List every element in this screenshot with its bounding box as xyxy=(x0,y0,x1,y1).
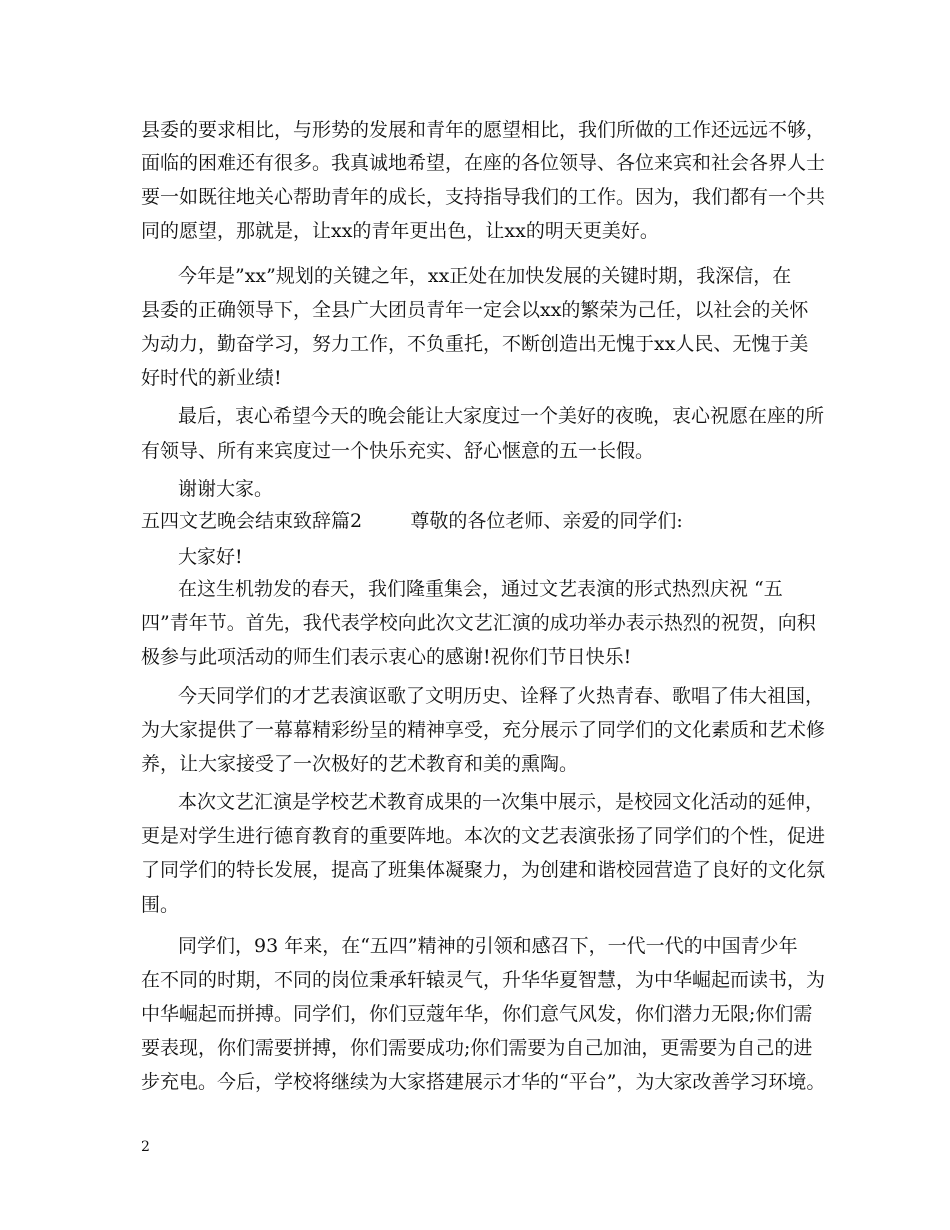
text-line: 了同学们的特长发展，提高了班集体凝聚力，为创建和谐校园营造了良好的文化氛 xyxy=(141,859,826,881)
text-line: 今天同学们的才艺表演讴歌了文明历史、诠释了火热青春、歌唱了伟大祖国， xyxy=(178,685,825,707)
text-line: 在不同的时期，不同的岗位秉承轩辕灵气，升华华夏智慧，为中华崛起而读书，为 xyxy=(141,969,826,991)
text-line: 极参与此项活动的师生们表示衷心的感谢!祝你们节日快乐! xyxy=(141,646,632,668)
text-line: 为大家提供了一幕幕精彩纷呈的精神享受，充分展示了同学们的文化素质和艺术修 xyxy=(141,719,826,741)
text-line: 面临的困难还有很多。我真诚地希望，在座的各位领导、各位来宾和社会各界人士 xyxy=(141,152,826,174)
text-line: 步充电。今后，学校将继续为大家搭建展示才华的“平台”，为大家改善学习环境。 xyxy=(141,1071,826,1093)
text-line: 最后，衷心希望今天的晚会能让大家度过一个美好的夜晚，衷心祝愿在座的所 xyxy=(178,405,825,427)
page-number: 2 xyxy=(141,1139,150,1155)
text-line: 谢谢大家。 xyxy=(178,478,274,500)
text-line: 养，让大家接受了一次极好的艺术教育和美的熏陶。 xyxy=(141,753,579,775)
text-line: 今年是”xx”规划的关键之年，xx正处在加快发展的关键时期，我深信，在 xyxy=(178,265,792,287)
text-line: 要表现，你们需要拼搏，你们需要成功;你们需要为自己加油，更需要为自己的进 xyxy=(141,1037,813,1059)
text-line: 县委的要求相比，与形势的发展和青年的愿望相比，我们所做的工作还远远不够， xyxy=(141,119,826,141)
text-line: 更是对学生进行德育教育的重要阵地。本次的文艺表演张扬了同学们的个性，促进 xyxy=(141,825,826,847)
text-line: 本次文艺汇演是学校艺术教育成果的一次集中展示，是校园文化活动的延伸， xyxy=(178,791,825,813)
text-line: 在这生机勃发的春天，我们隆重集会，通过文艺表演的形式热烈庆祝 “五 xyxy=(178,578,783,600)
text-line: 围。 xyxy=(141,894,180,916)
text-line: 有领导、所有来宾度过一个快乐充实、舒心惬意的五一长假。 xyxy=(141,440,655,462)
section-heading-line: 五四文艺晚会结束致辞篇2 尊敬的各位老师、亲爱的同学们: xyxy=(141,510,683,532)
text-line: 为动力，勤奋学习，努力工作，不负重托，不断创造出无愧于xx人民、无愧于美 xyxy=(141,333,809,355)
text-line: 同的愿望，那就是，让xx的青年更出色，让xx的明天更美好。 xyxy=(141,220,659,242)
text-line: 好时代的新业绩! xyxy=(141,367,282,389)
text-line: 中华崛起而拼搏。同学们，你们豆蔻年华，你们意气风发，你们潜力无限;你们需 xyxy=(141,1003,813,1025)
text-line: 要一如既往地关心帮助青年的成长，支持指导我们的工作。因为，我们都有一个共 xyxy=(141,186,826,208)
text-line: 县委的正确领导下，全县广大团员青年一定会以xx的繁荣为己任，以社会的关怀 xyxy=(141,299,809,321)
text-line: 同学们，93 年来，在“五四”精神的引领和感召下，一代一代的中国青少年 xyxy=(178,935,798,957)
text-line: 大家好! xyxy=(178,546,243,568)
text-line: 四”青年节。首先，我代表学校向此次文艺汇演的成功举办表示热烈的祝贺，向积 xyxy=(141,612,816,634)
